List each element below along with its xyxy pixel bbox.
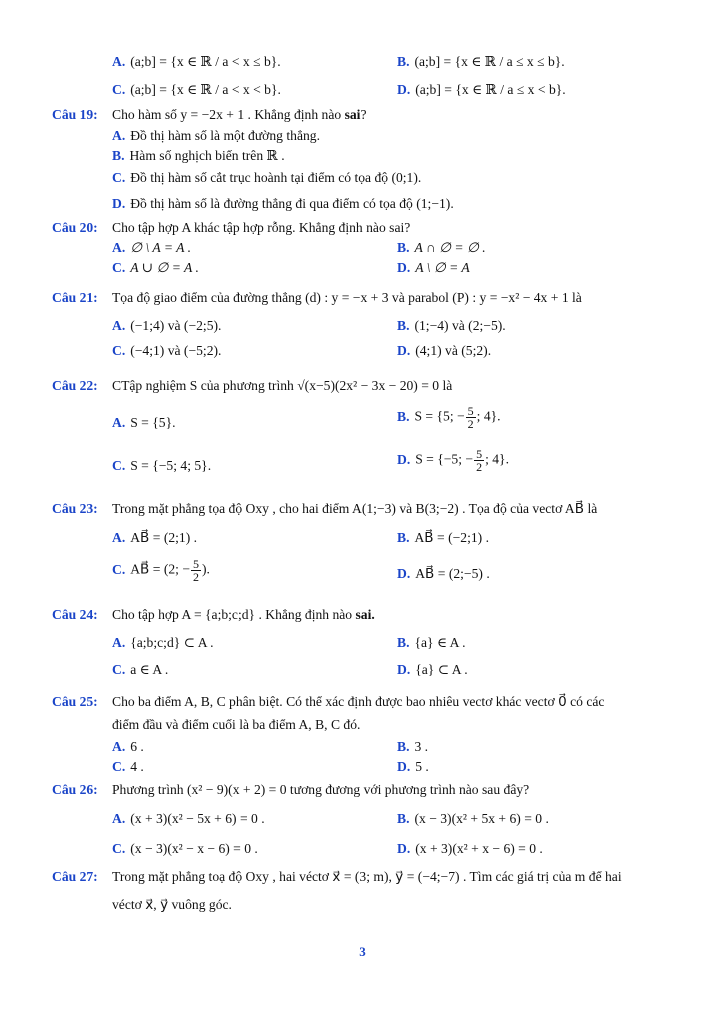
q19-option-b (112, 147, 285, 165)
option-label: D. (397, 759, 411, 774)
question-stem-line-2: véctơ x⃗, y⃗ vuông góc. (112, 897, 232, 912)
option-label: C. (112, 82, 126, 97)
stem-text: Cho tập hợp A = {a;b;c;d} . Khẳng định nào (112, 607, 356, 622)
q25-option-a (112, 738, 144, 756)
option-label: D. (397, 260, 411, 275)
q26-option-a (112, 810, 265, 828)
question-stem: Tọa độ giao điểm của đường thẳng (d) : y = −x + 3 và parabol (P) : y = −x² − 4x + 1 là (112, 290, 582, 305)
q19-option-d (112, 195, 454, 213)
option-text: (x + 3)(x² + x − 6) = 0 . (415, 841, 543, 856)
question-number: Câu 24: (52, 607, 98, 622)
stem-text: Cho hàm số y = −2x + 1 . Khẳng định nào (112, 107, 345, 122)
option-label: B. (112, 148, 125, 163)
option-text: (a;b] = {x ∈ ℝ / a < x < b}. (130, 82, 281, 97)
fraction (474, 448, 484, 473)
q22-option-b (397, 405, 501, 430)
option-text: {a;b;c;d} ⊂ A . (130, 635, 214, 650)
q24-option-a (112, 634, 214, 652)
option-text: (x + 3)(x² − 5x + 6) = 0 . (130, 811, 265, 826)
option-text: (4;1) và (5;2). (415, 343, 492, 358)
option-label: A. (112, 811, 126, 826)
option-text: (x − 3)(x² − x − 6) = 0 . (130, 841, 258, 856)
question-number: Câu 19: (52, 107, 98, 122)
option-label: C. (112, 170, 126, 185)
fraction-numerator: 5 (467, 404, 474, 418)
option-text: S = {−5; 4; 5}. (130, 458, 212, 473)
option-text: 4 . (130, 759, 144, 774)
question-number: Câu 26: (52, 782, 98, 797)
option-text: 6 . (130, 739, 144, 754)
option-label: A. (112, 530, 126, 545)
option-text: (a;b] = {x ∈ ℝ / a < x ≤ b}. (130, 54, 281, 69)
option-label: B. (397, 408, 410, 424)
option-text: (1;−4) và (2;−5). (414, 318, 506, 333)
option-label: A. (112, 739, 126, 754)
option-text: A \ ∅ = A (415, 260, 470, 275)
option-label: C. (112, 458, 126, 473)
q23-option-d (397, 565, 490, 583)
option-label: D. (397, 841, 411, 856)
q21-option-c (112, 342, 221, 360)
option-text-pre: AB⃗ = (2; − (130, 561, 190, 577)
q22-option-d (397, 448, 509, 473)
q21-option-b (397, 317, 506, 335)
q18-option-b (397, 53, 565, 71)
option-label: B. (397, 54, 410, 69)
fraction (466, 405, 476, 430)
option-label: B. (397, 240, 410, 255)
question-number: Câu 27: (52, 869, 98, 884)
option-label: D. (397, 662, 411, 677)
question-number: Câu 21: (52, 290, 98, 305)
q26-option-b (397, 810, 549, 828)
option-label: D. (397, 82, 411, 97)
q21-option-d (397, 342, 491, 360)
q24-option-c (112, 661, 168, 679)
option-label: D. (397, 343, 411, 358)
question-stem: CTập nghiệm S của phương trình √(x−5)(2x² − 3x − 20) = 0 là (112, 378, 453, 393)
option-label: D. (112, 196, 126, 211)
option-text: AB⃗ = (2;−5) . (415, 566, 490, 581)
q20-option-b (397, 239, 486, 257)
option-text: S = {5}. (130, 415, 176, 430)
option-label: A. (112, 415, 126, 430)
q25-option-b (397, 738, 428, 756)
option-text: {a} ∈ A . (414, 635, 466, 650)
option-text: (−4;1) và (−5;2). (130, 343, 222, 358)
option-text: AB⃗ = (−2;1) . (414, 530, 489, 545)
option-text: (a;b] = {x ∈ ℝ / a ≤ x ≤ b}. (414, 54, 565, 69)
question-number: Câu 22: (52, 378, 98, 393)
option-label: A. (112, 635, 126, 650)
q20-option-c (112, 259, 199, 277)
q24-option-b (397, 634, 466, 652)
question-stem (112, 106, 366, 124)
option-label: B. (397, 635, 410, 650)
option-label: B. (397, 318, 410, 333)
q25-option-d (397, 758, 429, 776)
option-label: D. (397, 451, 411, 467)
option-label: C. (112, 260, 126, 275)
option-text-pre: S = {5; − (414, 408, 465, 424)
question-number: Câu 20: (52, 220, 98, 235)
option-text: A ∩ ∅ = ∅ . (414, 240, 486, 255)
option-text-post: ; 4}. (476, 408, 501, 424)
question-stem: Trong mặt phẳng tọa độ Oxy , cho hai điểm A(1;−3) và B(3;−2) . Tọa độ của vectơ AB⃗ là (112, 501, 598, 516)
option-label: C. (112, 343, 126, 358)
option-text: (a;b] = {x ∈ ℝ / a ≤ x < b}. (415, 82, 566, 97)
page-number: 3 (359, 944, 366, 959)
fraction-numerator: 5 (193, 557, 199, 571)
question-stem-line-1: Cho ba điểm A, B, C phân biệt. Có thể xác định được bao nhiêu vectơ khác vectơ 0⃗ có các (112, 694, 605, 709)
option-text: 3 . (414, 739, 429, 754)
q22-option-c (112, 457, 211, 475)
option-label: D. (397, 566, 411, 581)
question-stem (112, 606, 375, 624)
fraction-denominator: 2 (467, 417, 474, 431)
option-text: a ∈ A . (130, 662, 169, 677)
option-label: C. (112, 841, 126, 856)
option-text-post: ). (202, 561, 210, 577)
question-number: Câu 25: (52, 694, 98, 709)
question-stem: Phương trình (x² − 9)(x + 2) = 0 tương đương với phương trình nào sau đây? (112, 782, 530, 797)
option-text: 5 . (415, 759, 429, 774)
question-stem-line-1: Trong mặt phẳng toạ độ Oxy , hai véctơ x⃗ = (3; m), y⃗ = (−4;−7) . Tìm các giá trị của m để hai (112, 869, 622, 884)
fraction-numerator: 5 (476, 447, 483, 461)
q26-option-d (397, 840, 543, 858)
option-label: A. (112, 240, 126, 255)
option-text: Đồ thị hàm số là một đường thẳng. (130, 128, 320, 143)
option-label: C. (112, 561, 126, 577)
option-text-pre: S = {−5; − (415, 451, 474, 467)
fraction-denominator: 2 (476, 460, 483, 474)
option-text-post: ; 4}. (485, 451, 509, 467)
option-text: A ∪ ∅ = A . (130, 260, 199, 275)
option-label: A. (112, 128, 126, 143)
q23-option-a (112, 529, 197, 547)
q23-option-c (112, 558, 210, 583)
q26-option-c (112, 840, 258, 858)
stem-emphasis: sai (344, 107, 361, 122)
option-label: A. (112, 54, 126, 69)
option-text: Hàm số nghịch biến trên ℝ . (129, 148, 285, 163)
option-label: C. (112, 662, 126, 677)
option-text: ∅ \ A = A . (130, 240, 192, 255)
q24-option-d (397, 661, 468, 679)
option-text: (−1;4) và (−2;5). (130, 318, 222, 333)
q18-option-d (397, 81, 566, 99)
option-text: Đồ thị hàm số là đường thẳng đi qua điểm có tọa độ (1;−1). (130, 196, 454, 211)
q18-option-a (112, 53, 281, 71)
q19-option-a (112, 127, 320, 145)
q19-option-c (112, 169, 421, 187)
question-stem: Cho tập hợp A khác tập hợp rỗng. Khẳng định nào sai? (112, 220, 411, 235)
fraction (191, 558, 201, 583)
q22-option-a (112, 414, 176, 432)
q18-option-c (112, 81, 281, 99)
question-number: Câu 23: (52, 501, 98, 516)
question-stem-line-2: điểm đầu và điểm cuối là ba điểm A, B, C đó. (112, 717, 361, 732)
q23-option-b (397, 529, 489, 547)
option-text: {a} ⊂ A . (415, 662, 468, 677)
q25-option-c (112, 758, 144, 776)
stem-end: ? (360, 107, 367, 122)
q20-option-d (397, 259, 470, 277)
option-label: B. (397, 739, 410, 754)
stem-emphasis: sai. (355, 607, 375, 622)
option-text: AB⃗ = (2;1) . (130, 530, 198, 545)
option-label: B. (397, 811, 410, 826)
q20-option-a (112, 239, 191, 257)
option-text: Đồ thị hàm số cắt trục hoành tại điểm có tọa độ (0;1). (130, 170, 422, 185)
option-label: C. (112, 759, 126, 774)
option-label: A. (112, 318, 126, 333)
fraction-denominator: 2 (193, 570, 199, 584)
q21-option-a (112, 317, 221, 335)
option-label: B. (397, 530, 410, 545)
option-text: (x − 3)(x² + 5x + 6) = 0 . (414, 811, 549, 826)
